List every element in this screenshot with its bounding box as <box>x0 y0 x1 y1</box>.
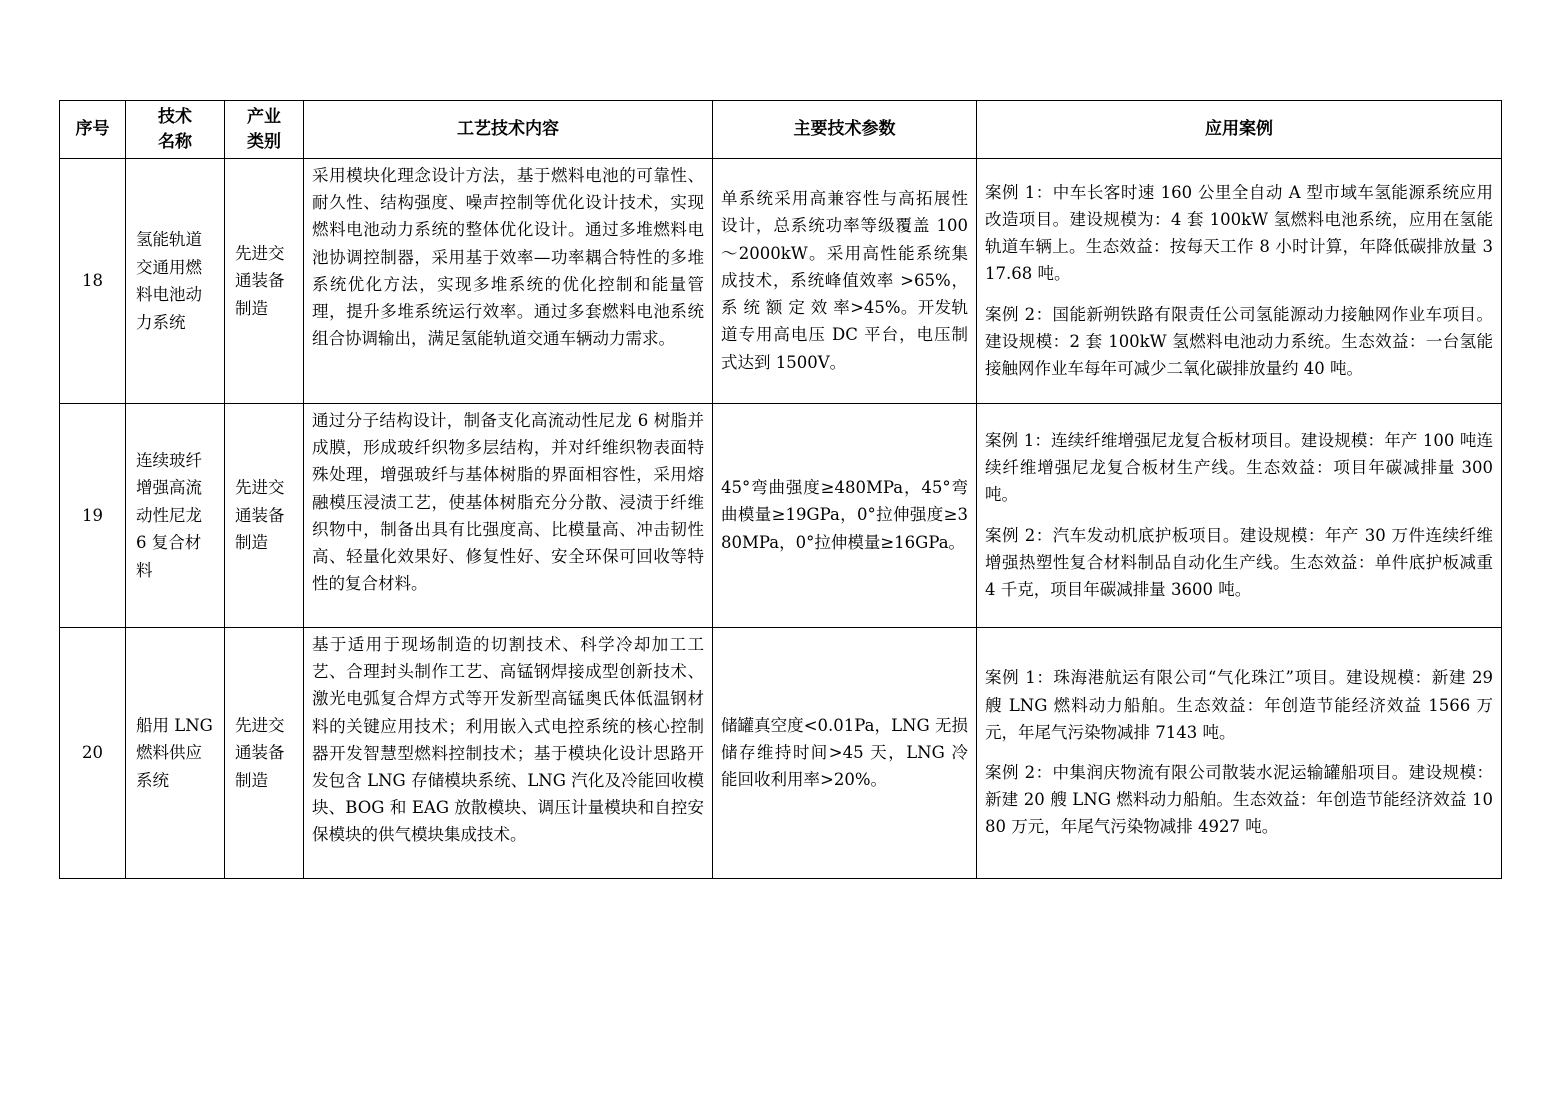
row-tech-name: 氢能轨道交通用燃料电池动力系统 <box>126 159 225 404</box>
table-row <box>60 628 1502 879</box>
row-index: 20 <box>60 628 126 879</box>
case-item: 案例 1：中车长客时速 160 公里全自动 A 型市域车氢能源系统应用改造项目。建设规模为：4 套 100kW 氢燃料电池系统，应用在氢能轨道车辆上。生态效益：按每天工作 8 小时计算，年降低碳排放量 317.68 吨。 <box>985 182 1493 284</box>
header-cases: 应用案例 <box>977 101 1502 159</box>
row-process-content: 通过分子结构设计，制备支化高流动性尼龙 6 树脂并成膜，形成玻纤织物多层结构，并对纤维织物表面特殊处理，增强玻纤与基体树脂的界面相容性，采用熔融模压浸渍工艺，使基体树脂充分分散、浸渍于纤维织物中，制备出具有比强度高、比模量高、冲击韧性高、轻量化效果好、修复性好、安全环保可回收等特性的复合材料。 <box>304 404 713 628</box>
row-industry-type: 先进交通装备制造 <box>225 404 304 628</box>
header-process: 工艺技术内容 <box>304 101 713 159</box>
row-cases <box>977 404 1502 628</box>
header-name: 技术 名称 <box>126 101 225 159</box>
header-params: 主要技术参数 <box>713 101 977 159</box>
table-header-row <box>60 101 1502 159</box>
row-tech-name: 连续玻纤增强高流动性尼龙 6 复合材料 <box>126 404 225 628</box>
row-process-content: 基于适用于现场制造的切割技术、科学冷却加工工艺、合理封头制作工艺、高锰钢焊接成型创新技术、激光电弧复合焊方式等开发新型高锰奥氏体低温钢材料的关键应用技术；利用嵌入式电控系统的核心控制器开发智慧型燃料控制技术；基于模块化设计思路开发包含 LNG 存储模块系统、LNG 汽化及冷能回收模块、BOG 和 EAG 放散模块、调压计量模块和自控安保模块的供气模块集成技术。 <box>304 628 713 879</box>
row-process-content: 采用模块化理念设计方法，基于燃料电池的可靠性、耐久性、结构强度、噪声控制等优化设计技术，实现燃料电池动力系统的整体优化设计。通过多堆燃料电池协调控制器，采用基于效率—功率耦合特性的多堆系统优化方法，实现多堆系统的优化控制和能量管理，提升多堆系统运行效率。通过多套燃料电池系统组合协调输出，满足氢能轨道交通车辆动力需求。 <box>304 159 713 404</box>
row-cases <box>977 628 1502 879</box>
row-tech-params: 储罐真空度<0.01Pa，LNG 无损储存维持时间>45 天，LNG 冷能回收利用率>20%。 <box>713 628 977 879</box>
case-item: 案例 1：珠海港航运有限公司“气化珠江”项目。建设规模：新建 29 艘 LNG 燃料动力船舶。生态效益：年创造节能经济效益 1566 万元，年尾气污染物减排 7143 吨。 <box>985 668 1493 742</box>
row-tech-params: 45°弯曲强度≥480MPa，45°弯曲模量≥19GPa，0°拉伸强度≥380MPa，0°拉伸模量≥16GPa。 <box>713 404 977 628</box>
row-cases <box>977 159 1502 404</box>
row-tech-params: 单系统采用高兼容性与高拓展性设计，总系统功率等级覆盖 100～2000kW。采用高性能系统集成技术，系统峰值效率 >65%， 系 统 额 定 效 率>45%。开发轨道专用高电压 DC 平台，电压制式达到 1500V。 <box>713 159 977 404</box>
table-row <box>60 404 1502 628</box>
row-index: 18 <box>60 159 126 404</box>
row-tech-name: 船用 LNG 燃料供应系统 <box>126 628 225 879</box>
table-row <box>60 159 1502 404</box>
case-item: 案例 1：连续纤维增强尼龙复合板材项目。建设规模：年产 100 吨连续纤维增强尼龙复合板材生产线。生态效益：项目年碳减排量 300 吨。 <box>985 430 1493 505</box>
case-item: 案例 2：汽车发动机底护板项目。建设规模：年产 30 万件连续纤维增强热塑性复合材料制品自动化生产线。生态效益：单件底护板减重 4 千克，项目年碳减排量 3600 吨。 <box>985 525 1493 599</box>
row-index: 19 <box>60 404 126 628</box>
header-index: 序号 <box>60 101 126 159</box>
case-item: 案例 2：中集润庆物流有限公司散装水泥运输罐船项目。建设规模：新建 20 艘 LNG 燃料动力船舶。生态效益：年创造节能经济效益 1080 万元，年尾气污染物减排 4927 吨。 <box>985 763 1493 837</box>
row-industry-type: 先进交通装备制造 <box>225 159 304 404</box>
technology-table <box>59 100 1502 879</box>
row-industry-type: 先进交通装备制造 <box>225 628 304 879</box>
case-item: 案例 2：国能新朔铁路有限责任公司氢能源动力接触网作业车项目。建设规模：2 套 100kW 氢燃料电池动力系统。生态效益：一台氢能接触网作业车每年可减少二氧化碳排放量约 40 吨。 <box>985 304 1493 378</box>
header-type: 产业 类别 <box>225 101 304 159</box>
